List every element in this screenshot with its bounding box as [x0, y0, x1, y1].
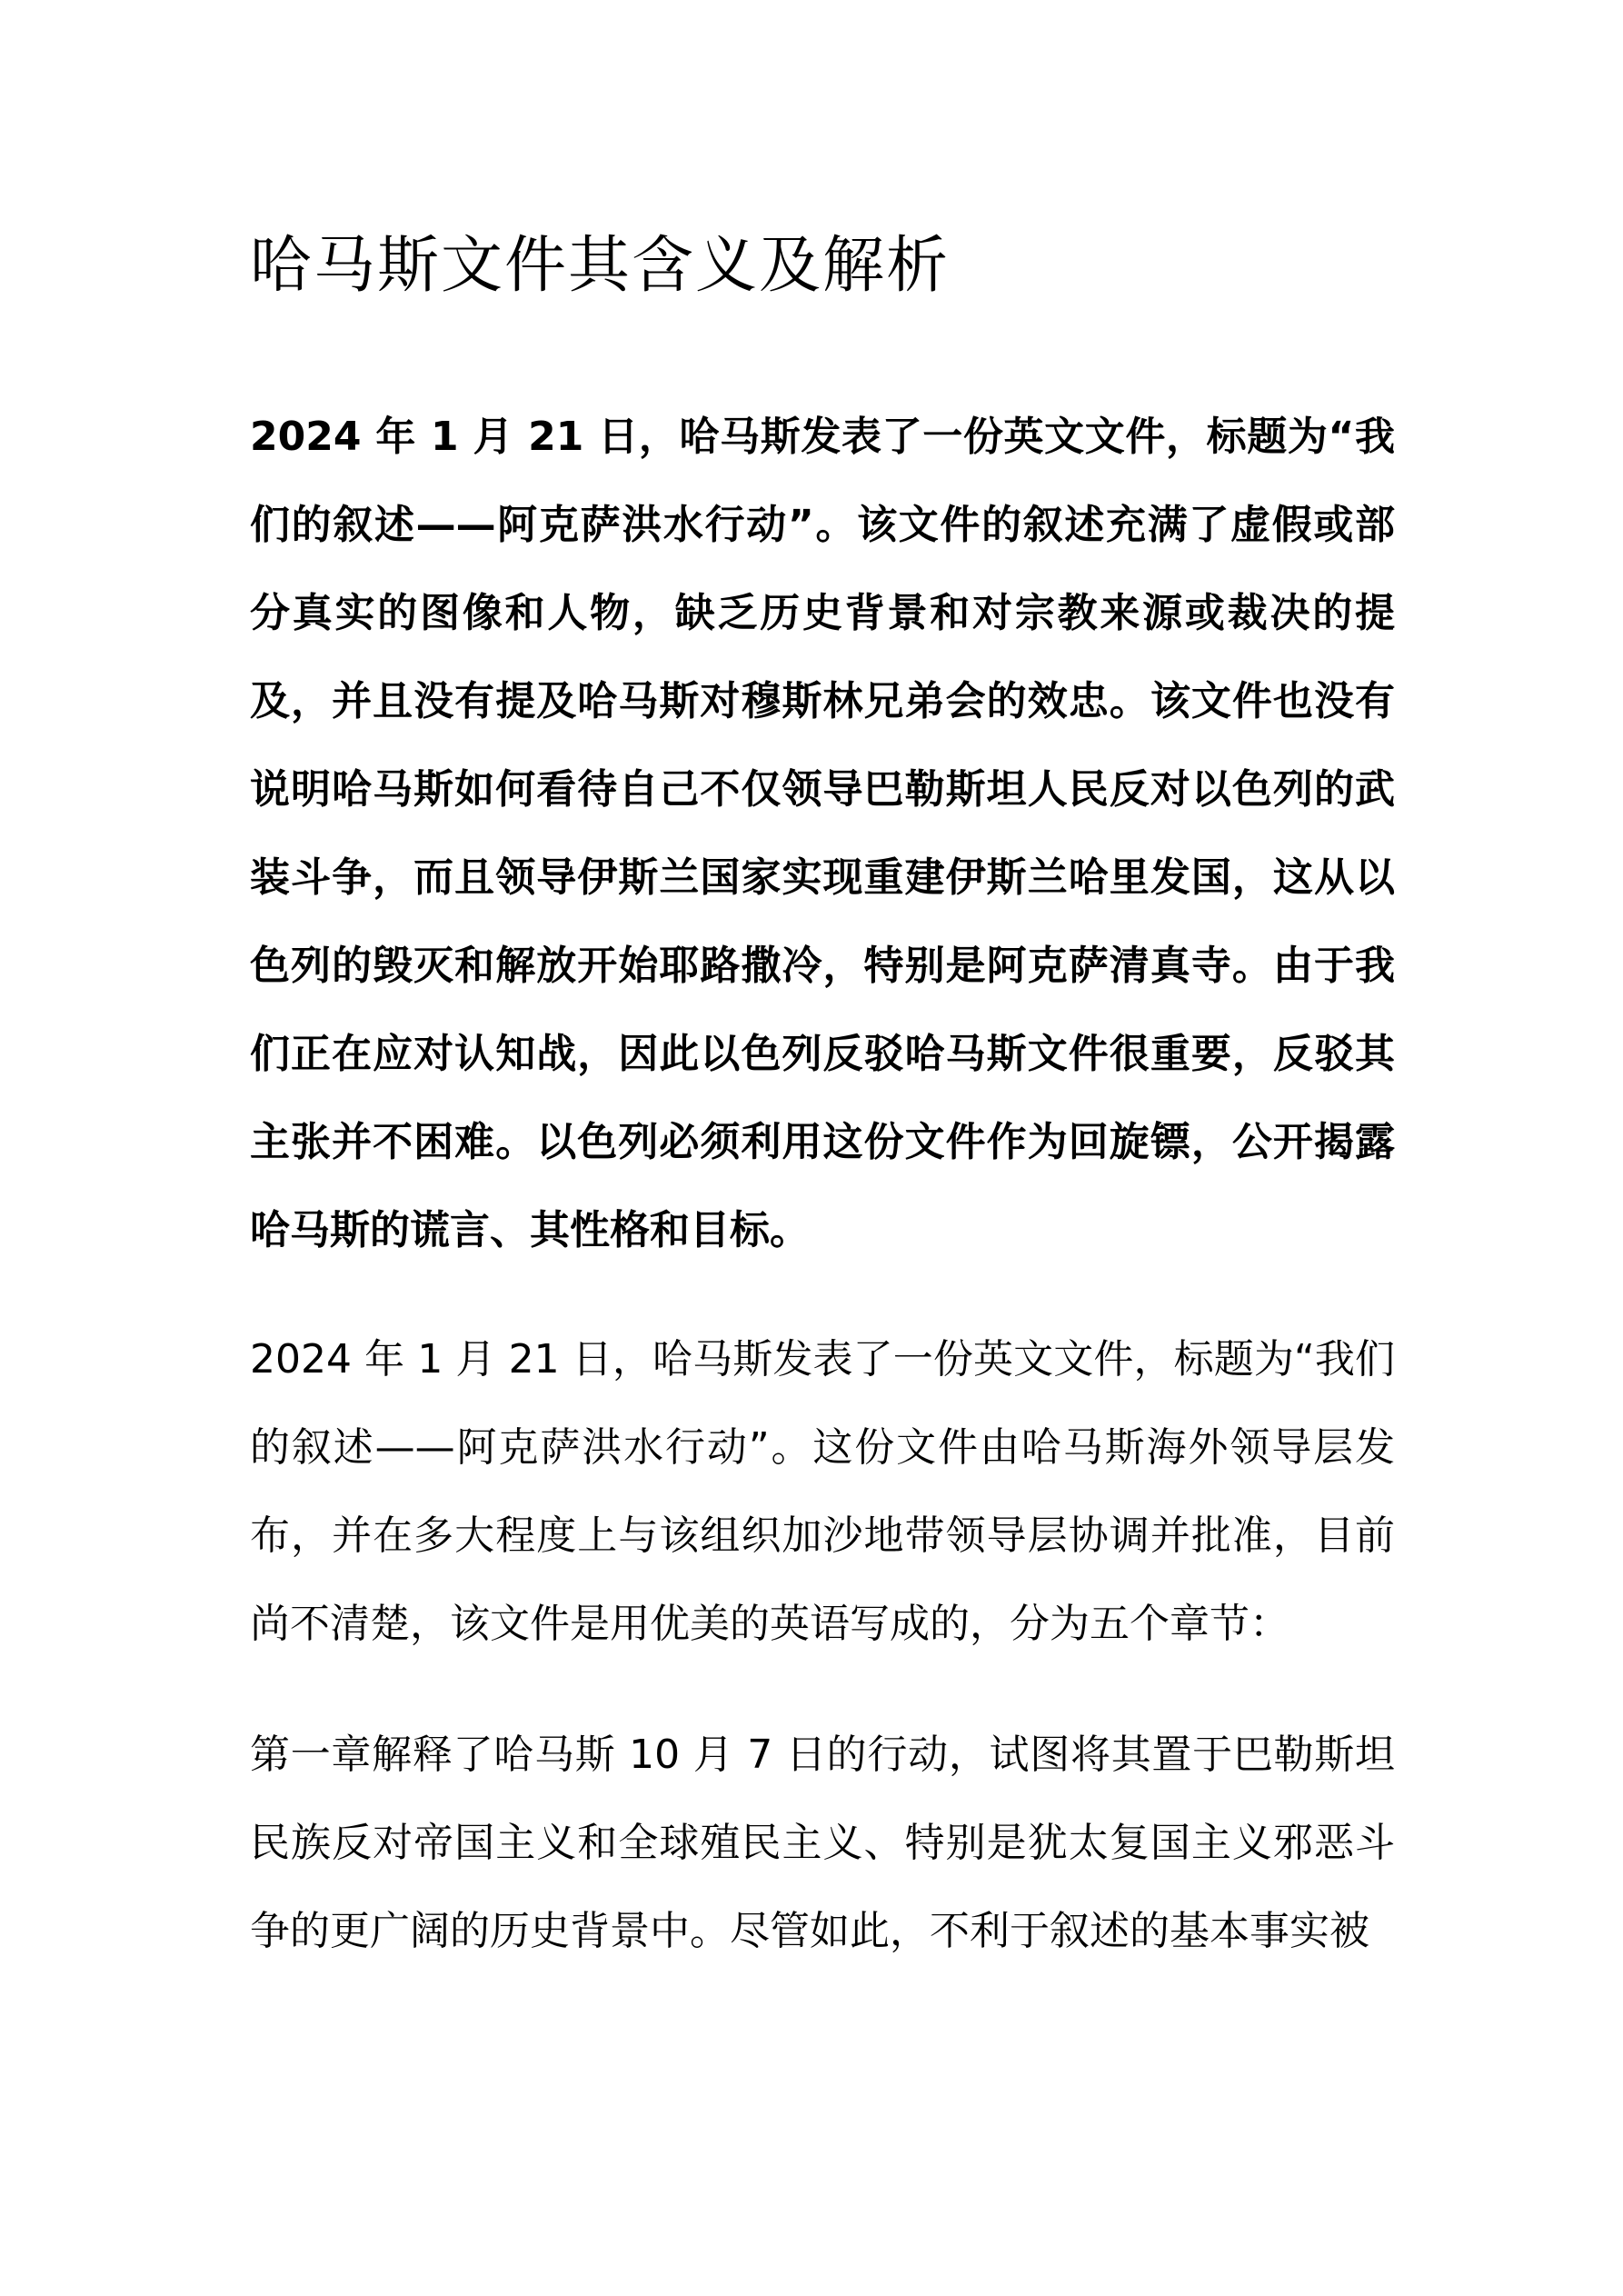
- document-title: 哈马斯文件其含义及解析: [250, 230, 951, 302]
- body-paragraph-chapter-one: 第一章解释了哈马斯 10 月 7 日的行动，试图将其置于巴勒斯坦民族反对帝国主义和全球殖民主义、特别是犹太复国主义邪恶斗争的更广阔的历史背景中。尽管如此，不利于叙述的基本事实被: [250, 1732, 1395, 1954]
- body-paragraph-intro: 2024 年 1 月 21 日，哈马斯发表了一份英文文件，标题为“我们的叙述——阿克萨洪水行动”。这份文件由哈马斯海外领导层发布，并在多大程度上与该组织加沙地带领导层协调并批准，目前尚不清楚，该文件是用优美的英语写成的，分为五个章节：: [250, 1336, 1395, 1647]
- summary-paragraph: 2024 年 1 月 21 日，哈马斯发表了一份英文文件，标题为“我们的叙述——阿克萨洪水行动”。该文件的叙述充满了虚假或部分真实的图像和人物，缺乏历史背景和对宗教来源或裁决的提及，并且没有提及哈马斯对穆斯林兄弟会的效忠。该文件也没有说明哈马斯如何看待自己不仅领导巴勒斯坦人民反对以色列的武装斗争，而且领导伊斯兰国家实现重建伊斯兰哈里发国，这从以色列的毁灭和解放开始耶路撒冷，特别是阿克萨清真寺。由于我们正在应对认知战，因此以色列反驳哈马斯文件很重要，反驳其主张并不困难。以色列必须利用这份文件作为回旋镖，公开揭露哈马斯的谎言、其性格和目标。: [250, 414, 1395, 1253]
